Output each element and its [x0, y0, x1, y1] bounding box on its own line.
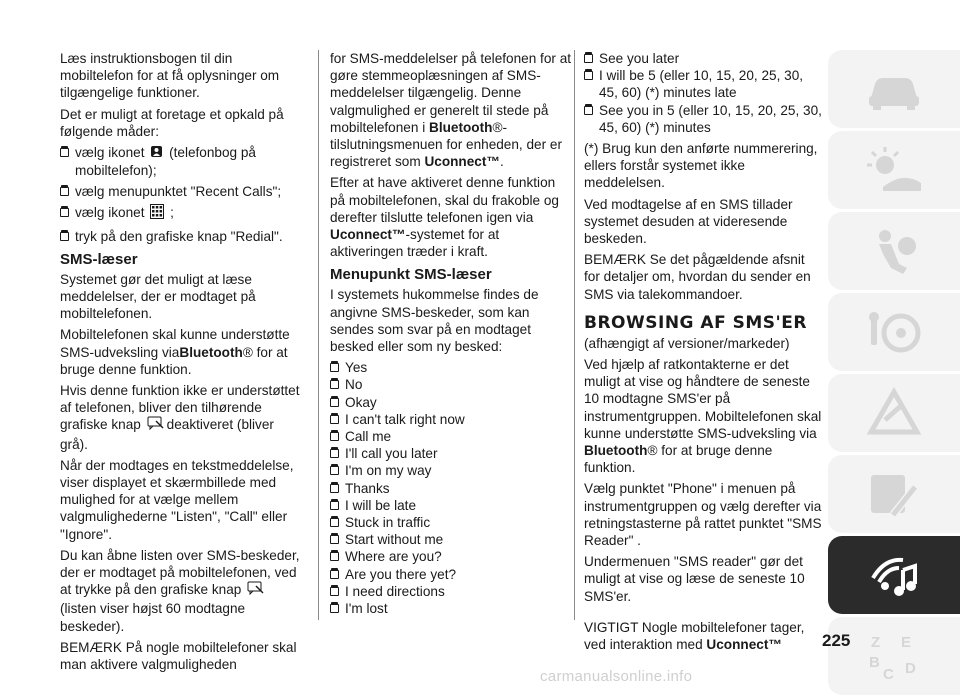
column-divider: [574, 50, 575, 620]
sun-dashboard-icon: [863, 143, 925, 197]
section-heading: BROWSING AF SMS'ER: [584, 312, 807, 333]
list-item: Yes: [330, 359, 572, 376]
svg-text:D: D: [905, 660, 916, 677]
paragraph: BEMÆRK Se det pågældende afsnit for detaljer om, hvordan du sender en SMS via talekommandoer.: [584, 252, 811, 302]
tab-maintenance[interactable]: [828, 455, 960, 533]
multimedia-icon: [863, 548, 925, 602]
list-item: I will be 5 (eller 10, 15, 20, 25, 30, 45, 60) (*) minutes late: [584, 67, 824, 101]
list-item: Stuck in traffic: [330, 514, 572, 531]
list-item: I'll call you later: [330, 445, 572, 462]
column-3: [584, 50, 824, 657]
tab-emergency[interactable]: [828, 374, 960, 452]
paragraph: I systemets hukommelse findes de angivne SMS-beskeder, som kan sendes som svar på en modtaget besked eller som ny besked:: [330, 287, 539, 355]
list-item: Start without me: [330, 531, 572, 548]
section-heading: Menupunkt SMS-læser: [330, 266, 492, 284]
tab-index[interactable]: [828, 617, 960, 695]
paragraph: Det er muligt at foretage et opkald på følgende måder:: [60, 106, 284, 139]
paragraph: Undermenuen "SMS reader" gør det muligt at vise og læse de seneste 10 SMS'er.: [584, 554, 805, 604]
list-item: I can't talk right now: [330, 411, 572, 428]
list-item: I'm lost: [330, 600, 572, 617]
airbag-icon: [863, 224, 925, 278]
bullet-item: vælg ikonet (telefonbog på mobiltelefon);: [60, 144, 302, 179]
bullet-item: vælg menupunktet "Recent Calls";: [60, 183, 302, 200]
column-1: [60, 50, 302, 677]
paragraph: for SMS-meddelelser på telefonen for at gøre stemmeoplæsningen af SMS-meddelelser tilgængelig. Denne valgmulighed er generelt til stede på mobiltelefonen i Bluetooth®-tilslutningsmenuen for enheden, der er registreret som Uconnect™.: [330, 51, 572, 170]
paragraph: Vælg punktet "Phone" i menuen på instrumentgruppen og vælg derefter via retningstasterne på rattet punktet "SMS Reader" .: [584, 481, 822, 549]
keypad-icon: [150, 204, 164, 223]
svg-text:Z: Z: [871, 634, 881, 651]
paragraph: (*) Brug kun den anførte nummerering, ellers forstår systemet ikke meddelelsen.: [584, 141, 818, 191]
tab-starting[interactable]: [828, 293, 960, 371]
list-item: See you in 5 (eller 10, 15, 20, 25, 30, 45, 60) (*) minutes: [584, 102, 824, 136]
list-item: Okay: [330, 394, 572, 411]
paragraph: Du kan åbne listen over SMS-beskeder, der er modtaget på mobiltelefonen, ved at trykke på den grafiske knap (listen viser højst 60 modtagne beskeder).: [60, 547, 300, 634]
svg-text:E: E: [901, 634, 912, 651]
paragraph: Mobiltelefonen skal kunne understøtte SMS-udveksling viaBluetooth® for at bruge denne funktion.: [60, 327, 290, 377]
page-number: 225: [822, 631, 851, 650]
steering-wheel-icon: [863, 305, 925, 359]
paragraph: VIGTIGT Nogle mobiltelefoner tager, ved interaktion med Uconnect™: [584, 619, 805, 653]
sms-option-list: [330, 359, 572, 617]
tab-car[interactable]: [828, 50, 960, 128]
sms-list-icon: [247, 581, 265, 600]
tab-safety[interactable]: [828, 212, 960, 290]
paragraph: Systemet gør det muligt at læse meddelelser, der er modtaget på mobiltelefonen.: [60, 271, 256, 322]
paragraph: Læs instruktionsbogen til din mobiltelefon for at få oplysninger om tilgængelige funktioner.: [60, 51, 280, 101]
list-item: No: [330, 376, 572, 393]
list-item: I will be late: [330, 497, 572, 514]
bullet-item: tryk på den grafiske knap "Redial".: [60, 228, 302, 245]
column-divider: [318, 50, 319, 620]
list-item: Where are you?: [330, 548, 572, 565]
paragraph: Ved modtagelse af en SMS tillader systemet desuden at videresende beskeden.: [584, 196, 793, 247]
list-item: Call me: [330, 428, 572, 445]
chapter-tabs: [828, 50, 960, 698]
paragraph: Efter at have aktiveret denne funktion på mobiltelefonen, skal du frakoble og derefter tilslutte telefonen igen via Uconnect™-systemet for at aktiveringen træder i kraft.: [330, 175, 559, 260]
sms-button-icon: [147, 416, 165, 435]
paragraph: Når der modtages en tekstmeddelelse, viser displayet et skærmbillede med mulighed for at vælge mellem valgmulighederne "Listen", "Call" eller "Ignore".: [60, 457, 294, 542]
phonebook-icon: [150, 145, 163, 162]
svg-text:C: C: [883, 666, 894, 683]
list-item: I need directions: [330, 583, 572, 600]
warning-triangle-icon: [863, 386, 925, 440]
section-heading: SMS-læser: [60, 250, 138, 268]
index-letters-icon: [863, 629, 925, 683]
footer-watermark: carmanualsonline.info: [540, 668, 693, 685]
bullet-item: vælg ikonet ;: [60, 204, 302, 223]
paragraph: Hvis denne funktion ikke er understøttet af telefonen, bliver den tilhørende grafiske knap deaktiveret (bliver grå).: [60, 383, 300, 452]
list-item: Thanks: [330, 480, 572, 497]
svg-text:B: B: [869, 654, 880, 671]
paragraph: BEMÆRK På nogle mobiltelefoner skal man aktivere valgmuligheden: [60, 639, 297, 673]
column-2: [330, 50, 572, 617]
paragraph: (afhængigt af versioner/markeder): [584, 335, 790, 351]
list-item: See you later: [584, 50, 824, 67]
service-wrench-icon: [863, 467, 925, 521]
list-item: Are you there yet?: [330, 566, 572, 583]
car-icon: [863, 62, 925, 116]
list-item: I'm on my way: [330, 462, 572, 479]
tab-dashboard[interactable]: [828, 131, 960, 209]
paragraph: Ved hjælp af ratkontakterne er det muligt at vise og håndtere de seneste 10 modtagne SMS'er på instrumentgruppen. Mobiltelefonen skal kunne understøtte SMS-udveksling via Bluetooth® for at bruge denne funktion.: [584, 357, 822, 476]
tab-multimedia[interactable]: [828, 536, 960, 614]
